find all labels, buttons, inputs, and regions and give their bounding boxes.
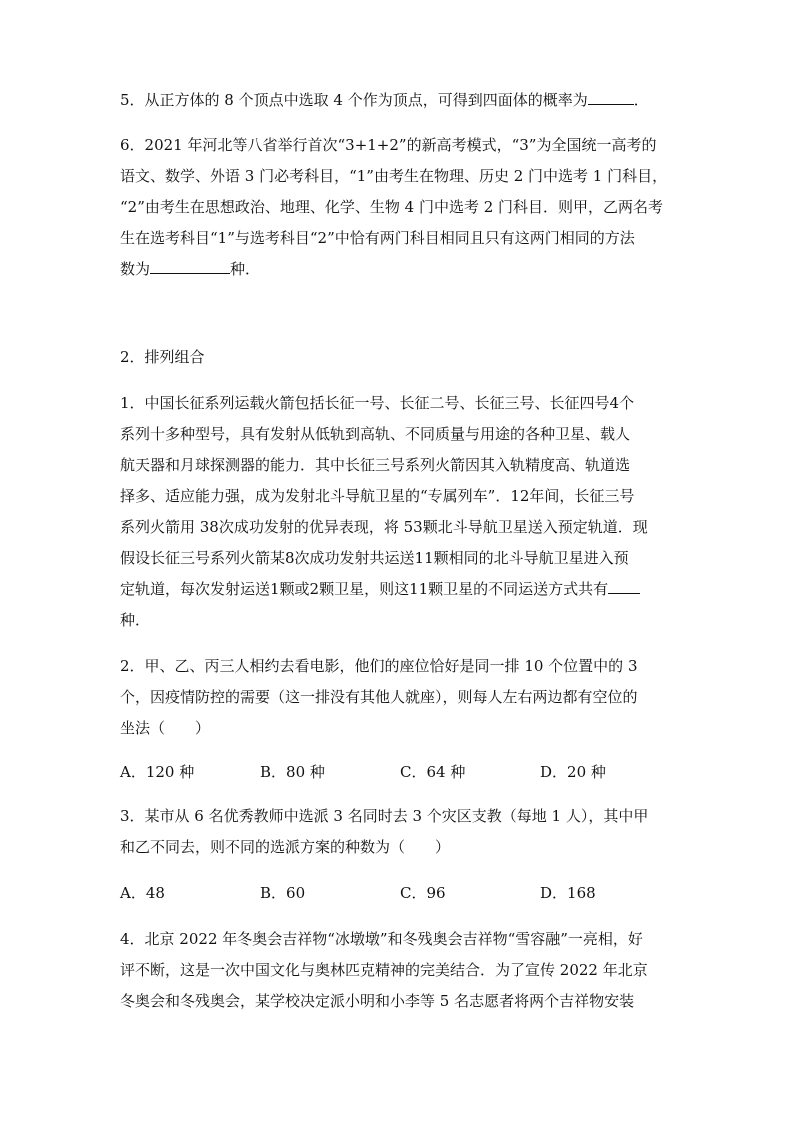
- question-6-line-3: “2”由考生在思想政治、地理、化学、生物 4 门中选考 2 门科目．则甲，乙两名考: [120, 198, 664, 216]
- question-3-line-1: 3．某市从 6 名优秀教师中选派 3 名同时去 3 个灾区支教（每地 1 人），其中甲: [120, 807, 649, 825]
- option-c: C．96: [400, 884, 446, 902]
- option-b: B．60: [260, 884, 306, 902]
- question-6-text: 数为: [120, 260, 151, 278]
- option-c: C．64 种: [400, 763, 466, 781]
- question-1-line-6: 假设长征三号系列火箭某8次成功发射共运送11颗相同的北斗导航卫星进入预: [120, 549, 629, 567]
- question-1-line-5: 系列火箭用 38次成功发射的优异表现，将 53颗北斗导航卫星送入预定轨道．现: [120, 518, 648, 536]
- question-6-line-2: 语文、数学、外语 3 门必考科目，“1”由考生在物理、历史 2 门中选考 1 门科目，: [120, 167, 668, 185]
- question-6-line-1: 6．2021 年河北等八省举行首次“3+1+2”的新高考模式，“3”为全国统一高考的: [120, 136, 657, 154]
- question-1-line-1: 1．中国长征系列运载火箭包括长征一号、长征二号、长征三号、长征四号4个: [120, 394, 635, 412]
- question-1-line-3: 航天器和月球探测器的能力．其中长征三号系列火箭因其入轨精度高、轨道选: [120, 456, 631, 474]
- question-1-line-2: 系列十多种型号，具有发射从低轨到高轨、不同质量与用途的各种卫星、载人: [120, 425, 631, 443]
- question-5-line-1: [120, 90, 680, 110]
- question-5-text: 5．从正方体的 8 个顶点中选取 4 个作为顶点，可得到四面体的概率为: [120, 91, 588, 109]
- question-5-end: ．: [633, 91, 649, 109]
- question-1-line-8: 种．: [120, 611, 151, 629]
- question-6-line-5: [120, 259, 680, 279]
- question-1-text: 定轨道，每次发射运送1颗或2颗卫星，则这11颗卫星的不同运送方式共有: [120, 580, 609, 598]
- option-d: D．20 种: [540, 763, 606, 781]
- question-6-end: 种．: [230, 260, 261, 278]
- answer-blank: [608, 579, 640, 594]
- option-b: B．80 种: [260, 763, 325, 781]
- question-1-line-7: [120, 579, 680, 599]
- option-d: D．168: [540, 884, 596, 902]
- question-1-line-4: 择多、适应能力强，成为发射北斗导航卫星的“专属列车”．12年间，长征三号: [120, 487, 635, 505]
- question-4-line-1: 4．北京 2022 年冬奥会吉祥物“冰墩墩”和冬残奥会吉祥物“雪容融”一亮相，好: [120, 930, 643, 948]
- question-2-line-2: 个，因疫情防控的需要（这一排没有其他人就座），则每人左右两边都有空位的: [120, 688, 638, 706]
- answer-blank: [588, 90, 634, 105]
- question-6-line-4: 生在选考科目“1”与选考科目“2”中恰有两门科目相同且只有这两门相同的方法: [120, 229, 635, 247]
- answer-blank: [150, 259, 230, 274]
- question-2-line-1: 2．甲、乙、丙三人相约去看电影，他们的座位恰好是同一排 10 个位置中的 3: [120, 657, 638, 675]
- question-4-line-2: 评不断，这是一次中国文化与奥林匹克精神的完美结合．为了宣传 2022 年北京: [120, 961, 648, 979]
- question-2-line-3: 坐法（ ）: [120, 719, 211, 737]
- section-heading: 2．排列组合: [120, 348, 205, 366]
- option-a: A．120 种: [120, 763, 195, 781]
- question-3-line-2: 和乙不同去，则不同的选派方案的种数为（ ）: [120, 838, 451, 856]
- question-4-line-3: 冬奥会和冬残奥会，某学校决定派小明和小李等 5 名志愿者将两个吉祥物安装: [120, 992, 635, 1010]
- option-a: A．48: [120, 884, 165, 902]
